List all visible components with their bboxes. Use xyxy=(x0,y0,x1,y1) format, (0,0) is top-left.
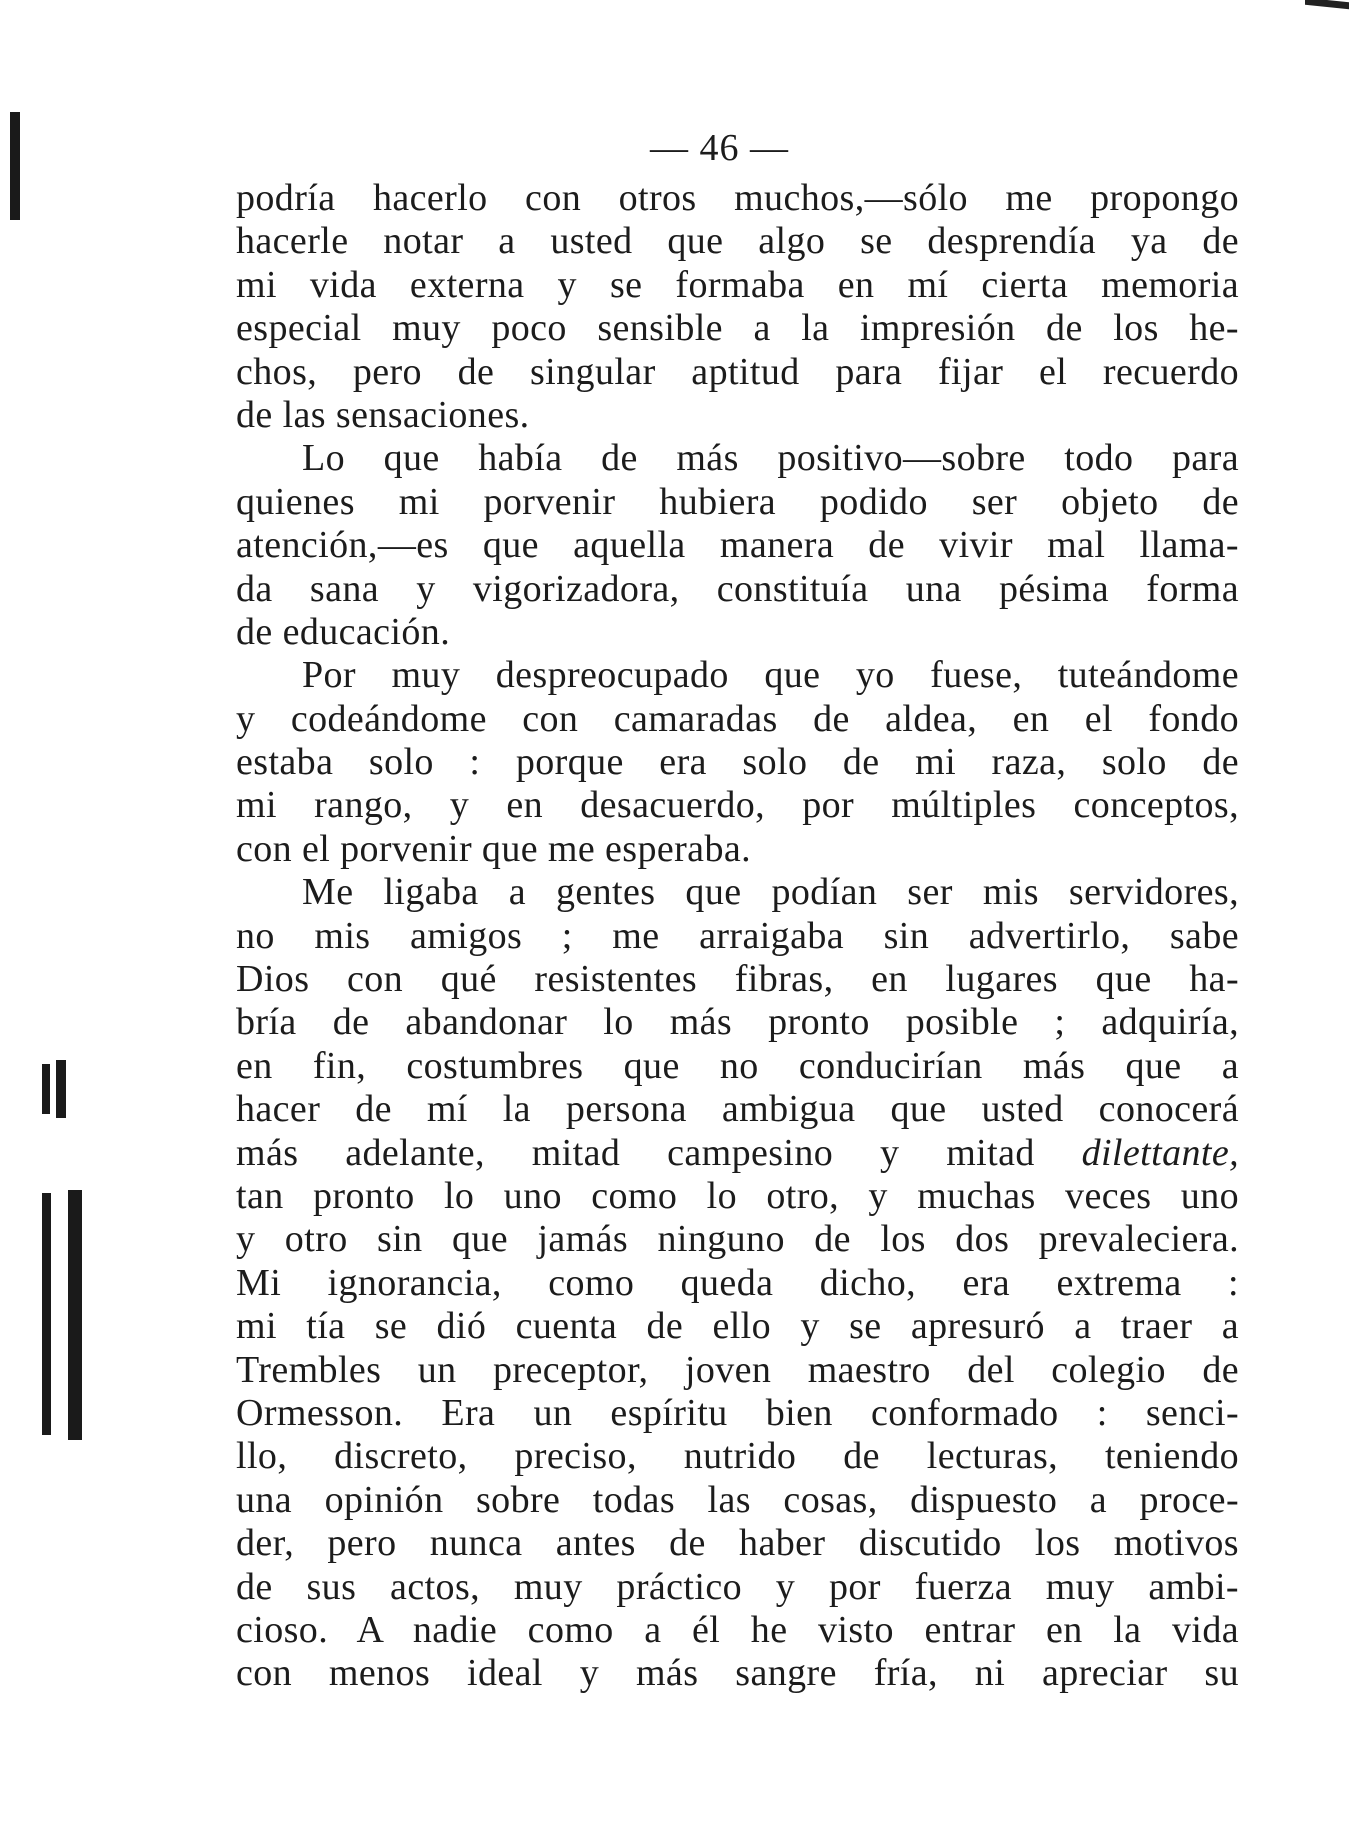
text-line: en fin, costumbres que no conducirían más que a xyxy=(236,1044,1239,1087)
text-line: mi tía se dió cuenta de ello y se apresuró a traer a xyxy=(236,1305,1239,1348)
text-line: tan pronto lo uno como lo otro, y muchas veces uno xyxy=(236,1174,1239,1217)
text-line: chos, pero de singular aptitud para fijar el recuerdo xyxy=(236,350,1239,393)
text-line: llo, discreto, preciso, nutrido de lecturas, teniendo xyxy=(236,1435,1239,1478)
text-line-with-italic xyxy=(236,1132,1239,1175)
text-line: hacerle notar a usted que algo se desprendía ya de xyxy=(236,220,1239,263)
text-line: y codeándome con camaradas de aldea, en el fondo xyxy=(236,697,1239,740)
text-line: Trembles un preceptor, joven maestro del colegio de xyxy=(236,1348,1239,1391)
text-line: quienes mi porvenir hubiera podido ser objeto de xyxy=(236,480,1239,523)
text-line: estaba solo : porque era solo de mi raza, solo de xyxy=(236,741,1239,784)
text-line: Dios con qué resistentes fibras, en lugares que ha- xyxy=(236,958,1239,1001)
text-line: der, pero nunca antes de haber discutido los motivos xyxy=(236,1522,1239,1565)
text-line: no mis amigos ; me arraigaba sin advertirlo, sabe xyxy=(236,914,1239,957)
text-line: con menos ideal y más sangre fría, ni apreciar su xyxy=(236,1652,1239,1695)
text-line: con el porvenir que me esperaba. xyxy=(236,827,752,870)
text-line: de educación. xyxy=(236,610,451,653)
text-line: mi rango, y en desacuerdo, por múltiples conceptos, xyxy=(236,784,1239,827)
text-fragment: más adelante, mitad campesino y mitad xyxy=(236,1131,1082,1174)
text-line: de las sensaciones. xyxy=(236,393,530,436)
text-line: podría hacerlo con otros muchos,—sólo me propongo xyxy=(236,177,1239,219)
paragraph-start: Me ligaba a gentes que podían ser mis servidores, xyxy=(302,871,1239,914)
paragraph-start: Por muy despreocupado que yo fuese, tuteándome xyxy=(302,654,1239,697)
binding-mark-middle-b xyxy=(56,1060,66,1118)
text-line: mi vida externa y se formaba en mí cierta memoria xyxy=(236,263,1239,306)
text-line: atención,—es que aquella manera de vivir mal llama- xyxy=(236,524,1239,567)
text-line: Mi ignorancia, como queda dicho, era extrema : xyxy=(236,1261,1239,1304)
body-text xyxy=(236,177,1239,1696)
binding-mark-bottom-b xyxy=(68,1190,82,1440)
text-line: de sus actos, muy práctico y por fuerza muy ambi- xyxy=(236,1565,1239,1608)
paragraph-start: Lo que había de más positivo—sobre todo para xyxy=(302,437,1239,480)
text-line: cioso. A nadie como a él he visto entrar en la vida xyxy=(236,1608,1239,1651)
text-line: hacer de mí la persona ambigua que usted conocerá xyxy=(236,1088,1239,1131)
italic-word: dilettante, xyxy=(1081,1131,1239,1174)
text-line: especial muy poco sensible a la impresión de los he- xyxy=(236,307,1239,350)
text-line: da sana y vigorizadora, constituía una pésima forma xyxy=(236,567,1239,610)
text-line: una opinión sobre todas las cosas, dispuesto a proce- xyxy=(236,1478,1239,1521)
scan-corner-mark xyxy=(1305,0,1349,9)
binding-mark-middle-a xyxy=(42,1064,50,1114)
text-line: Ormesson. Era un espíritu bien conformado : senci- xyxy=(236,1391,1239,1434)
text-line: bría de abandonar lo más pronto posible ; adquiría, xyxy=(236,1001,1239,1044)
text-line: y otro sin que jamás ninguno de los dos prevaleciera. xyxy=(236,1218,1239,1261)
page-number: — 46 — xyxy=(650,127,789,169)
binding-mark-bottom-a xyxy=(42,1193,51,1435)
